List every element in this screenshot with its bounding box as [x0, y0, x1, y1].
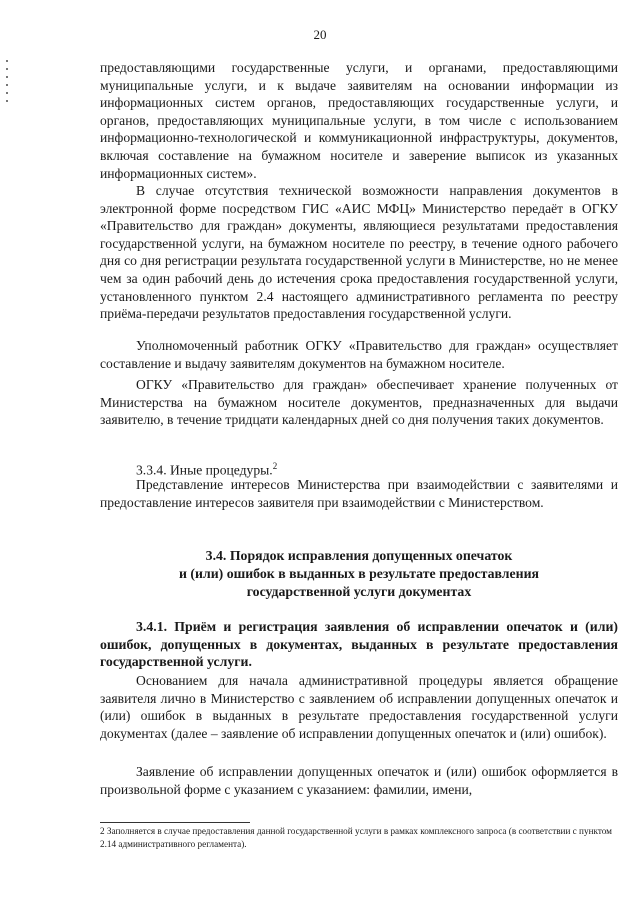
text-block-main [100, 182, 618, 323]
paragraph: Уполномоченный работник ОГКУ «Правительство для граждан» осуществляет составление и выдачу заявителям документов на бумажном носителе. [100, 338, 618, 371]
heading-line: и (или) ошибок в выданных в результате предоставления [179, 566, 539, 581]
text-block [100, 763, 618, 798]
section-heading-3-4 [100, 547, 618, 601]
footnote-ref: 2 [272, 461, 278, 471]
paragraph: В случае отсутствия технической возможности направления документов в электронной форме посредством ГИС «АИС МФЦ» Министерство передаёт в ОГКУ «Правительство для граждан» документы, являющиеся результатами предоставления государственной услуги, на бумажном носителе по реестру, в течение одного рабочего дня со дня регистрации результата государственной услуги в Министерстве, но не менее чем за один рабочий день до истечения срока предоставления государственной услуги, установленного пунктом 2.4 настоящего административного регламента по реестру приёма-передачи результатов предоставления государственной услуги. [100, 183, 618, 322]
paragraph: предоставляющими государственные услуги, и органами, предоставляющими муниципальные услуги, и к выдаче заявителям на основании информации из информационных систем органов, предоставляющих государственные услуги, и органов, предоставляющих муниципальные услуги, в том числе с использованием информационно-технологической и коммуникационной инфраструктуры, документов, включая составление на бумажном носителе и заверение выписок из указанных информационных систем». [100, 60, 618, 181]
footnote-divider [100, 822, 250, 823]
text-block [100, 337, 618, 372]
paragraph: Основанием для начала административной процедуры является обращение заявителя лично в Министерство с заявлением об исправлении допущенных опечаток и (или) ошибок в выданных в результате предоставления государственной услуги документах (далее – заявление об исправлении допущенных опечаток и (или) ошибок). [100, 673, 618, 741]
text-block [100, 476, 618, 511]
section-label: 3.3.4. Иные процедуры. [136, 462, 273, 478]
scan-margin-marks [6, 60, 10, 108]
heading-line: государственной услуги документах [246, 584, 472, 599]
heading-line: 3.4. Порядок исправления допущенных опечаток [205, 548, 513, 563]
page-number: 20 [313, 27, 327, 42]
text-block [100, 376, 618, 429]
subheading: 3.4.1. Приём и регистрация заявления об исправлении опечаток и (или) ошибок, допущенных в документах, выданных в результате предоставления государственной услуги. [100, 619, 618, 670]
text-block-continuation [100, 59, 618, 182]
text-block [100, 672, 618, 742]
footnote: 2 Заполняется в случае предоставления данной государственной услуги в рамках комплексного запроса (в соответствии с пунктом 2.14 административного регламента). [100, 826, 612, 849]
subsection-heading-3-4-1 [100, 618, 618, 671]
paragraph: Представление интересов Министерства при взаимодействии с заявителями и предоставление интересов заявителя при взаимодействии с Министерством. [100, 477, 618, 510]
paragraph: Заявление об исправлении допущенных опечаток и (или) ошибок оформляется в произвольной форме с указанием с указанием: фамилии, имени, [100, 764, 618, 797]
paragraph: ОГКУ «Правительство для граждан» обеспечивает хранение полученных от Министерства на бумажном носителе документов, предназначенных для выдачи заявителю, в течение тридцати календарных дней со дня получения таких документов. [100, 377, 618, 428]
